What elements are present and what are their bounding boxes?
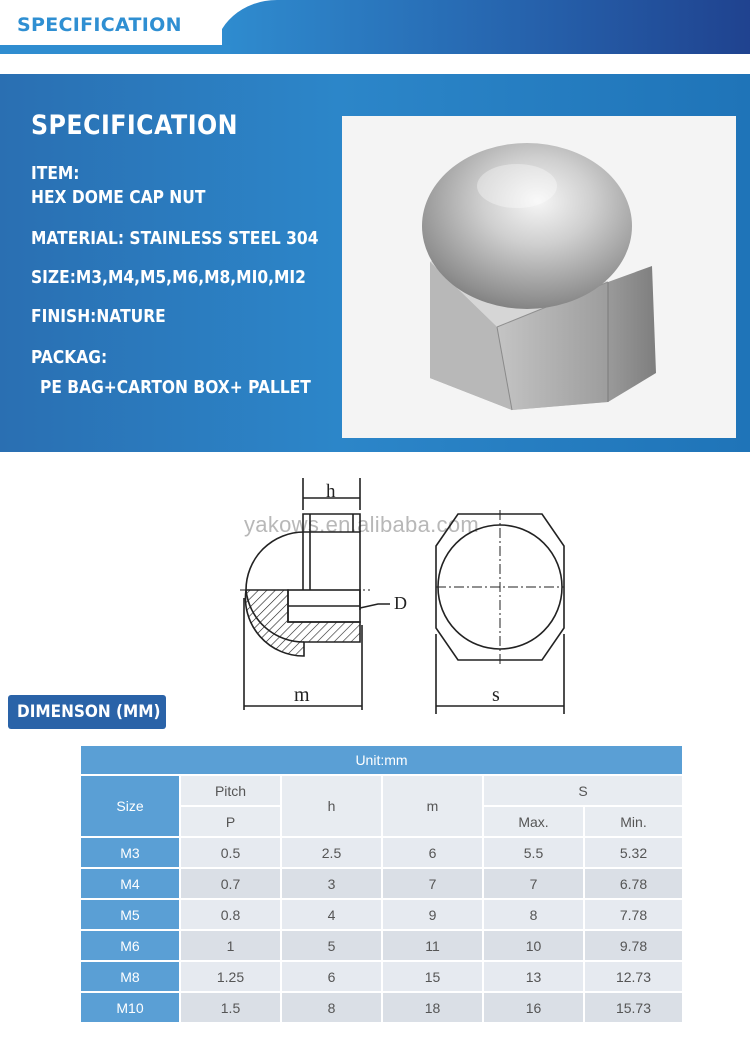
s-max-cell: 10 <box>484 931 583 960</box>
m-cell: 18 <box>383 993 482 1022</box>
label-m: m <box>294 684 310 706</box>
dimension-label-text: DIMENSON (MM) <box>17 702 161 722</box>
h-cell: 5 <box>282 931 381 960</box>
s-min-cell: 9.78 <box>585 931 682 960</box>
s-min-cell: 15.73 <box>585 993 682 1022</box>
m-cell: 15 <box>383 962 482 991</box>
m-cell: 9 <box>383 900 482 929</box>
size-cell: M5 <box>81 900 179 929</box>
s-min-cell: 6.78 <box>585 869 682 898</box>
pitch-cell: 0.8 <box>181 900 280 929</box>
h-cell: 4 <box>282 900 381 929</box>
item-label: ITEM: <box>31 163 80 184</box>
table-row <box>81 838 682 867</box>
h-cell: 8 <box>282 993 381 1022</box>
pitch-cell: 1.5 <box>181 993 280 1022</box>
s-min-cell: 5.32 <box>585 838 682 867</box>
product-photo <box>342 116 736 438</box>
size-cell: M3 <box>81 838 179 867</box>
size-cell: M10 <box>81 993 179 1022</box>
table-row <box>81 900 682 929</box>
col-p: P <box>181 807 280 836</box>
dimension-table <box>79 744 684 1024</box>
m-cell: 6 <box>383 838 482 867</box>
hero-title: SPECIFICATION <box>31 110 238 141</box>
s-max-cell: 7 <box>484 869 583 898</box>
m-cell: 7 <box>383 869 482 898</box>
watermark-text: yakows.en.alibaba.com <box>244 512 479 537</box>
label-d: D <box>394 593 407 613</box>
size-cell: M6 <box>81 931 179 960</box>
s-min-cell: 7.78 <box>585 900 682 929</box>
unit-header: Unit:mm <box>81 746 682 774</box>
package-value: PE BAG+CARTON BOX+ PALLET <box>40 377 311 398</box>
col-h: h <box>282 776 381 836</box>
label-h: h <box>326 481 336 502</box>
h-cell: 6 <box>282 962 381 991</box>
dimension-label <box>8 695 166 729</box>
finish-text: FINISH:NATURE <box>31 306 166 327</box>
h-cell: 3 <box>282 869 381 898</box>
package-label: PACKAG: <box>31 347 108 368</box>
size-text: SIZE:M3,M4,M5,M6,M8,MI0,MI2 <box>31 267 306 288</box>
header-underline <box>0 45 230 54</box>
pitch-cell: 1.25 <box>181 962 280 991</box>
s-max-cell: 13 <box>484 962 583 991</box>
col-m: m <box>383 776 482 836</box>
table-row <box>81 962 682 991</box>
s-max-cell: 8 <box>484 900 583 929</box>
size-cell: M8 <box>81 962 179 991</box>
s-max-cell: 5.5 <box>484 838 583 867</box>
pitch-cell: 1 <box>181 931 280 960</box>
table-row <box>81 993 682 1022</box>
header-title: SPECIFICATION <box>17 14 182 36</box>
header-gradient-band <box>215 0 750 54</box>
col-pitch: Pitch <box>181 776 280 805</box>
size-cell: M4 <box>81 869 179 898</box>
m-cell: 11 <box>383 931 482 960</box>
item-value: HEX DOME CAP NUT <box>31 187 206 208</box>
table-row <box>81 931 682 960</box>
cap-nut-image <box>342 116 736 438</box>
pitch-cell: 0.7 <box>181 869 280 898</box>
table-row <box>81 869 682 898</box>
s-max-cell: 16 <box>484 993 583 1022</box>
s-min-cell: 12.73 <box>585 962 682 991</box>
col-size: Size <box>81 776 179 836</box>
col-min: Min. <box>585 807 682 836</box>
col-s: S <box>484 776 682 805</box>
h-cell: 2.5 <box>282 838 381 867</box>
pitch-cell: 0.5 <box>181 838 280 867</box>
spec-hero-band <box>0 74 750 452</box>
label-s: s <box>492 684 500 706</box>
top-header <box>0 0 750 54</box>
material-text: MATERIAL: STAINLESS STEEL 304 <box>31 228 319 249</box>
technical-drawing <box>200 470 580 725</box>
col-max: Max. <box>484 807 583 836</box>
